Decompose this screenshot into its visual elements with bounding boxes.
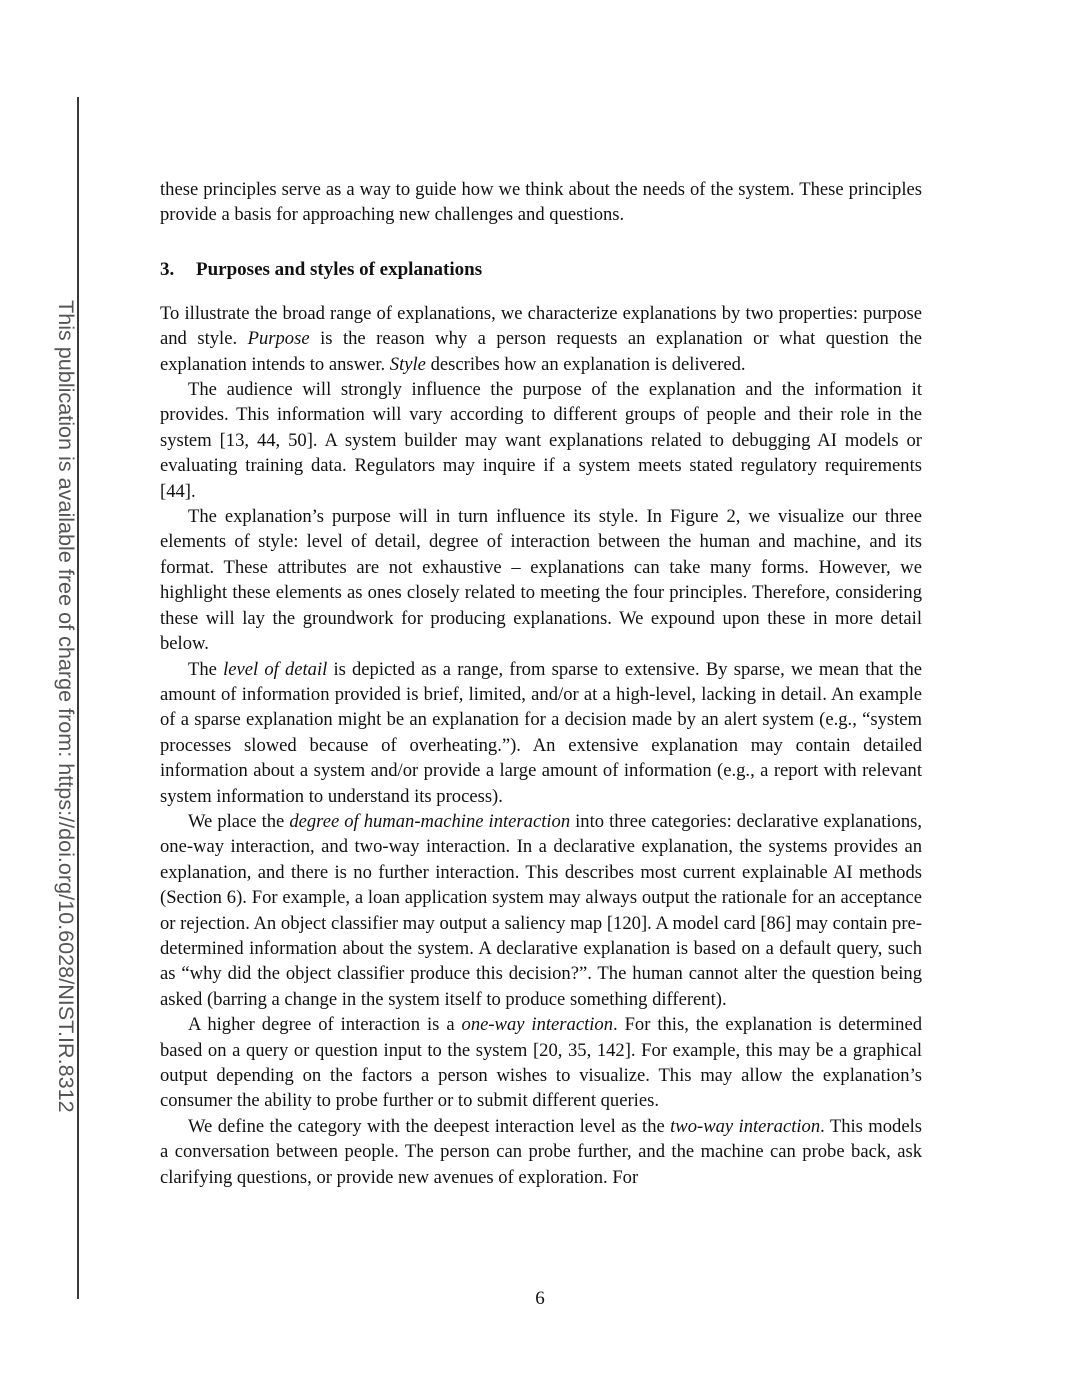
text-run: is the reason why a person requests an explanation or what question the explanation intends to answer. [160, 328, 922, 375]
text-run: We place the [188, 810, 290, 832]
page-number: 6 [535, 1288, 545, 1309]
term-level-of-detail: level of detail [223, 658, 328, 680]
text-run: . This models a conversation between people. The person can probe further, and the machine can probe back, ask clarifying questions, or provide new avenues of exploration. For [160, 1115, 922, 1188]
term-one-way: one-way interaction [461, 1014, 614, 1036]
term-purpose: Purpose [247, 328, 310, 350]
paragraph-level-of-detail [160, 657, 922, 809]
term-two-way: two-way interaction [670, 1115, 821, 1137]
paragraph-two-way [160, 1114, 922, 1190]
text-run: The [188, 658, 224, 680]
section-title: Purposes and styles of explanations [196, 258, 483, 280]
paragraph-interaction-degree [160, 809, 922, 1012]
section-number: 3. [160, 258, 175, 280]
paragraph-style-elements: The explanation’s purpose will in turn influence its style. In Figure 2, we visualize our three elements of style: level of detail, degree of interaction between the human and machine, and its format. These attributes are not exhaustive – explanations can take many forms. However, we highlight these elements as ones closely related to meeting the four principles. Therefore, considering these will lay the groundwork for producing explanations. We expound upon these in more detail below. [160, 506, 922, 655]
section-heading [160, 256, 922, 284]
term-style: Style [389, 353, 426, 375]
text-run: is depicted as a range, from sparse to extensive. By sparse, we mean that the amount of information provided is brief, limited, and/or at a high-level, lacking in detail. An example of a sparse explanation might be an explanation for a decision made by an alert system (e.g., “system processes slowed because of overheating.”). An extensive explanation may contain detailed information about a system and/or provide a large amount of information (e.g., a report with relevant system information to understand its process). [160, 658, 922, 807]
main-column [160, 177, 922, 1190]
paragraph-one-way [160, 1012, 922, 1114]
text-run: A higher degree of interaction is a [188, 1014, 462, 1036]
paragraph-purpose-style [160, 301, 922, 377]
text-run: describes how an explanation is delivered. [425, 353, 746, 375]
paragraph-audience: The audience will strongly influence the purpose of the explanation and the information it provides. This information will vary according to different groups of people and their role in the system [13, 44, 50]. A system builder may want explanations related to debugging AI models or evaluating training data. Regulators may inquire if a system meets stated regulatory requirements [44]. [160, 379, 922, 502]
text-run: . For this, the explanation is determined based on a query or question input to the system [20, 35, 142]. For example, this may be a graphical output depending on the factors a person wishes to visualize. This may allow the explanation’s consumer the ability to probe further or to submit different queries. [160, 1014, 922, 1112]
term-interaction-degree: degree of human-machine interaction [289, 810, 571, 832]
availability-notice: This publication is available free of charge from: https://doi.org/10.6028/NIST.IR.8312 [54, 300, 79, 1113]
text-run: To illustrate the broad range of explanations, we characterize explanations by two properties: purpose and style. [160, 302, 922, 350]
text-run: We define the category with the deepest interaction level as the [188, 1115, 671, 1137]
text-run: into three categories: declarative explanations, one-way interaction, and two-way interaction. In a declarative explanation, the systems provides an explanation, and there is no further interaction. This describes most current explainable AI methods (Section 6). For example, a loan application system may always output the rationale for an acceptance or rejection. An object classifier may output a saliency map [120]. A model card [86] may contain pre-determined information about the system. A declarative explanation is based on a default query, such as “why did the object classifier produce this decision?”. The human cannot alter the question being asked (barring a change in the system itself to produce something different). [160, 810, 923, 1010]
intro-paragraph: these principles serve as a way to guide how we think about the needs of the system. These principles provide a basis for approaching new challenges and questions. [160, 179, 922, 226]
